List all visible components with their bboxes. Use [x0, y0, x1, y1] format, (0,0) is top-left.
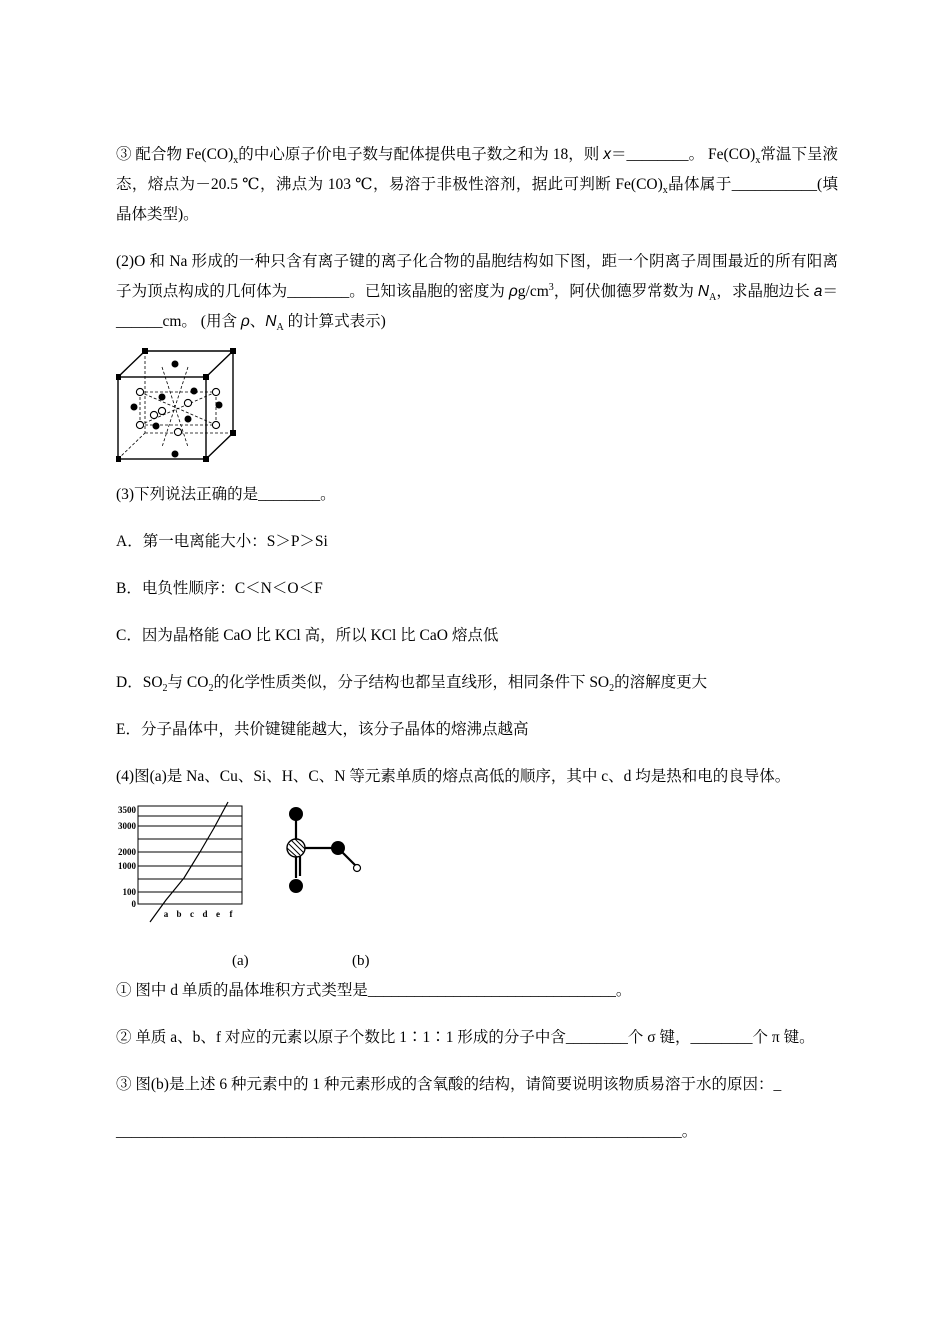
question-4-stem: (4)图(a)是 Na、Cu、Si、H、C、N 等元素单质的熔点高低的顺序，其中 c、d 均是热和电的良导体。 [116, 768, 791, 785]
option-c: C．因为晶格能 CaO 比 KCl 高，所以 KCl 比 CaO 熔点低 [116, 627, 499, 644]
x-tick-label: f [229, 909, 233, 919]
y-tick-label: 1000 [118, 861, 136, 871]
y-tick-label: 3500 [118, 805, 136, 815]
option-d: D．$SO_2$与 $CO_2$的化学性质类似，分子结构也都呈直线形，相同条件下 $SO_2$的溶解度更大 [116, 674, 708, 695]
y-tick-label: 2000 [118, 847, 136, 857]
x-tick-label: d [202, 909, 208, 919]
x-tick-label: e [216, 909, 220, 919]
caption-b: (b) [352, 953, 370, 969]
y-tick-label: 0 [131, 899, 136, 909]
question-4-3-answer-line: _________________________________________________________________________。 [116, 1123, 698, 1140]
crystal-cell-figure [116, 347, 246, 462]
x-tick-label: b [176, 909, 182, 919]
question-4-3: ③ 图(b)是上述 6 种元素中的 1 种元素形成的含氧酸的结构，请简要说明该物质易溶于水的原因：_ [116, 1076, 782, 1093]
question-4-1: ① 图中 d 单质的晶体堆积方式类型是________________________________。 [116, 982, 632, 999]
x-tick-label: a [163, 909, 169, 919]
figure-row [116, 800, 838, 969]
question-4-2: ② 单质 a、b、f 对应的元素以原子个数比 1∶1∶1 形成的分子中含________个 σ 键，________个 π 键。 [116, 1029, 815, 1046]
y-tick-label: 100 [122, 887, 136, 897]
question-3-stem: (3)下列说法正确的是________。 [116, 486, 336, 503]
option-b: B．电负性顺序：C＜N＜O＜F [116, 580, 323, 597]
option-a: A．第一电离能大小：S＞P＞Si [116, 533, 328, 550]
y-tick-label: 3000 [118, 821, 136, 831]
x-tick-label: c [190, 909, 194, 919]
oxyacid-structure [276, 804, 366, 924]
question-2: (2)O 和 Na 形成的一种只含有离子键的离子化合物的晶胞结构如下图，距一个阴离子周围最近的所有阳离子为顶点构成的几何体为________。已知该晶胞的密度为 $\rho g/cm^3$，阿伏伽德罗常数为 $N_A$，求晶胞边长 a＝______cm。 (用含 ρ、$N_A$ 的计算式表示) [116, 253, 838, 334]
option-e: E．分子晶体中，共价键键能越大，该分子晶体的熔沸点越高 [116, 721, 529, 738]
worksheet [116, 140, 838, 1147]
caption-a: (a) [232, 953, 249, 969]
question-1-3: ③ 配合物 $Fe(CO)_x$的中心原子价电子数与配体提供电子数之和为 18，则 x＝________。 $Fe(CO)_x$常温下呈液态，熔点为－20.5 ℃，沸点为 103 ℃，易溶于非极性溶剂，据此可判断 $Fe(CO)_x$晶体属于___________(填晶体类型)。 [116, 146, 838, 223]
melting-point-chart [108, 800, 258, 925]
